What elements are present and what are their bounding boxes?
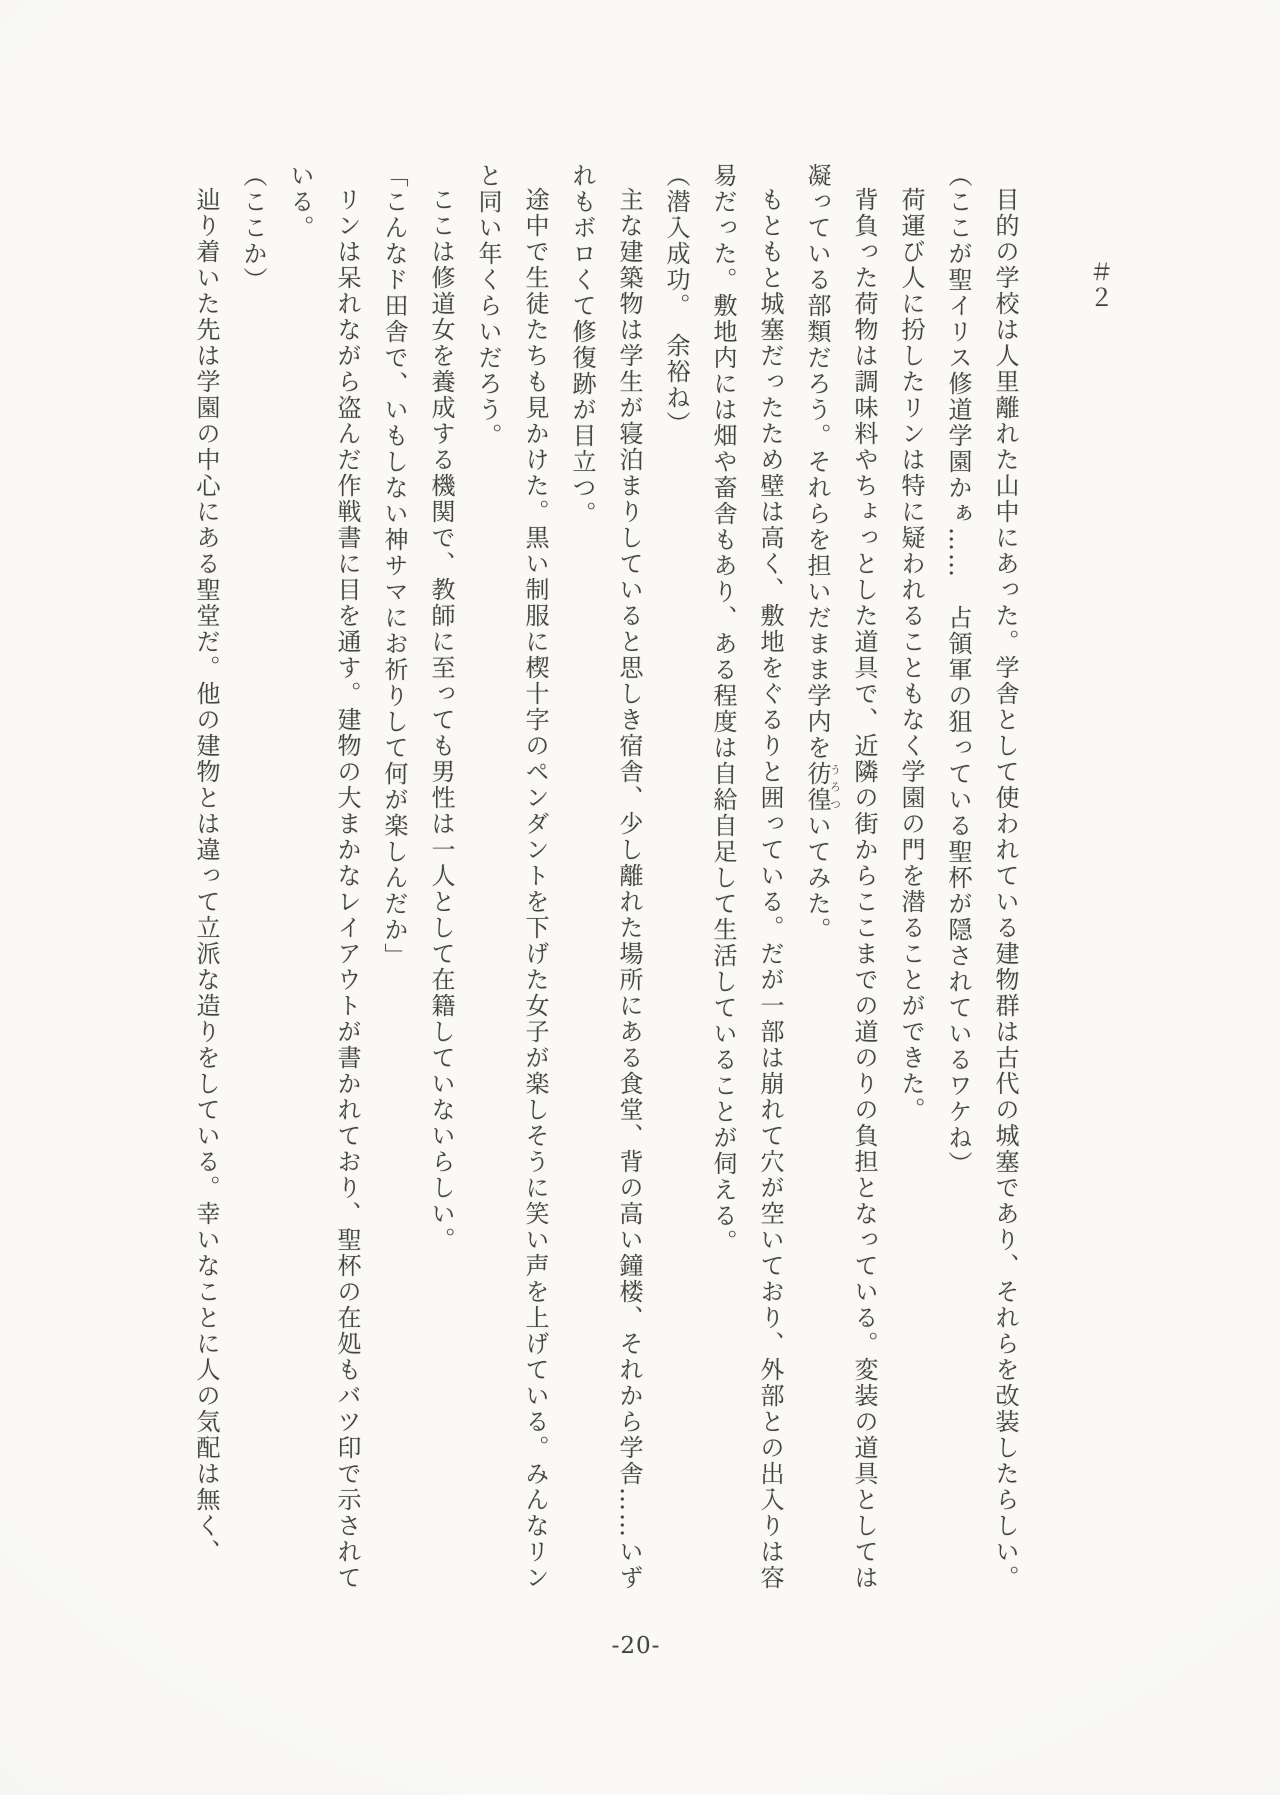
paragraph: （潜入成功。 余裕ね）	[662, 163, 690, 437]
paragraph: リンは呆れながら盗んだ作戦書に目を通す。建物の大まかなレイアウトが書かれており、聖杯の在処もバツ印で示されている。	[286, 163, 361, 1591]
paragraph: 主な建築物は学生が寝泊まりしていると思しき宿舎、少し離れた場所にある食堂、背の高い鐘楼、それから学舎……いずれもボロくて修復跡が目立つ。	[568, 163, 643, 1591]
page-number: -20-	[611, 1633, 661, 1659]
paragraph: 背負った荷物は調味料やちょっとした道具で、近隣の街からここまでの道のりの負担となっている。変装の道具としては凝っている部類だろう。それらを担いだまま学内を彷徨うろついてみた。	[803, 163, 878, 1591]
paragraph: 目的の学校は人里離れた山中にあった。学舎として使われている建物群は古代の城塞であり、それらを改装したらしい。	[991, 187, 1019, 1591]
text-block	[172, 163, 1122, 1595]
paragraph: 途中で生徒たちも見かけた。黒い制服に楔十字のペンダントを下げた女子が楽しそうに笑い声を上げている。みんなリンと同い年くらいだろう。	[474, 163, 549, 1591]
paragraph: （ここか）	[239, 163, 267, 293]
paragraph: 荷運び人に扮したリンは特に疑われることもなく学園の門を潜ることができた。	[897, 187, 925, 1123]
furigana-ruby: 彷徨うろつ	[803, 761, 842, 813]
paragraph: （ここが聖イリス修道学園かぁ…… 占領軍の狙っている聖杯が隠されているワケね）	[944, 163, 972, 1177]
paragraph: 辿り着いた先は学園の中心にある聖堂だ。他の建物とは違って立派な造りをしている。幸いなことに人の気配は無く、	[192, 187, 220, 1565]
chapter-heading: ＃２	[1085, 259, 1113, 311]
paragraph: ここは修道女を養成する機関で、教師に至っても男性は一人として在籍していないらしい。	[427, 187, 455, 1253]
paragraph: もともと城塞だったため壁は高く、敷地をぐるりと囲っている。だが一部は崩れて穴が空いており、外部との出入りは容易だった。敷地内には畑や畜舎もあり、ある程度は自給自足して生活していることが伺える。	[709, 163, 784, 1591]
paragraph: 「こんなド田舎で、いもしない神サマにお祈りして何が楽しんだか」	[380, 163, 408, 969]
